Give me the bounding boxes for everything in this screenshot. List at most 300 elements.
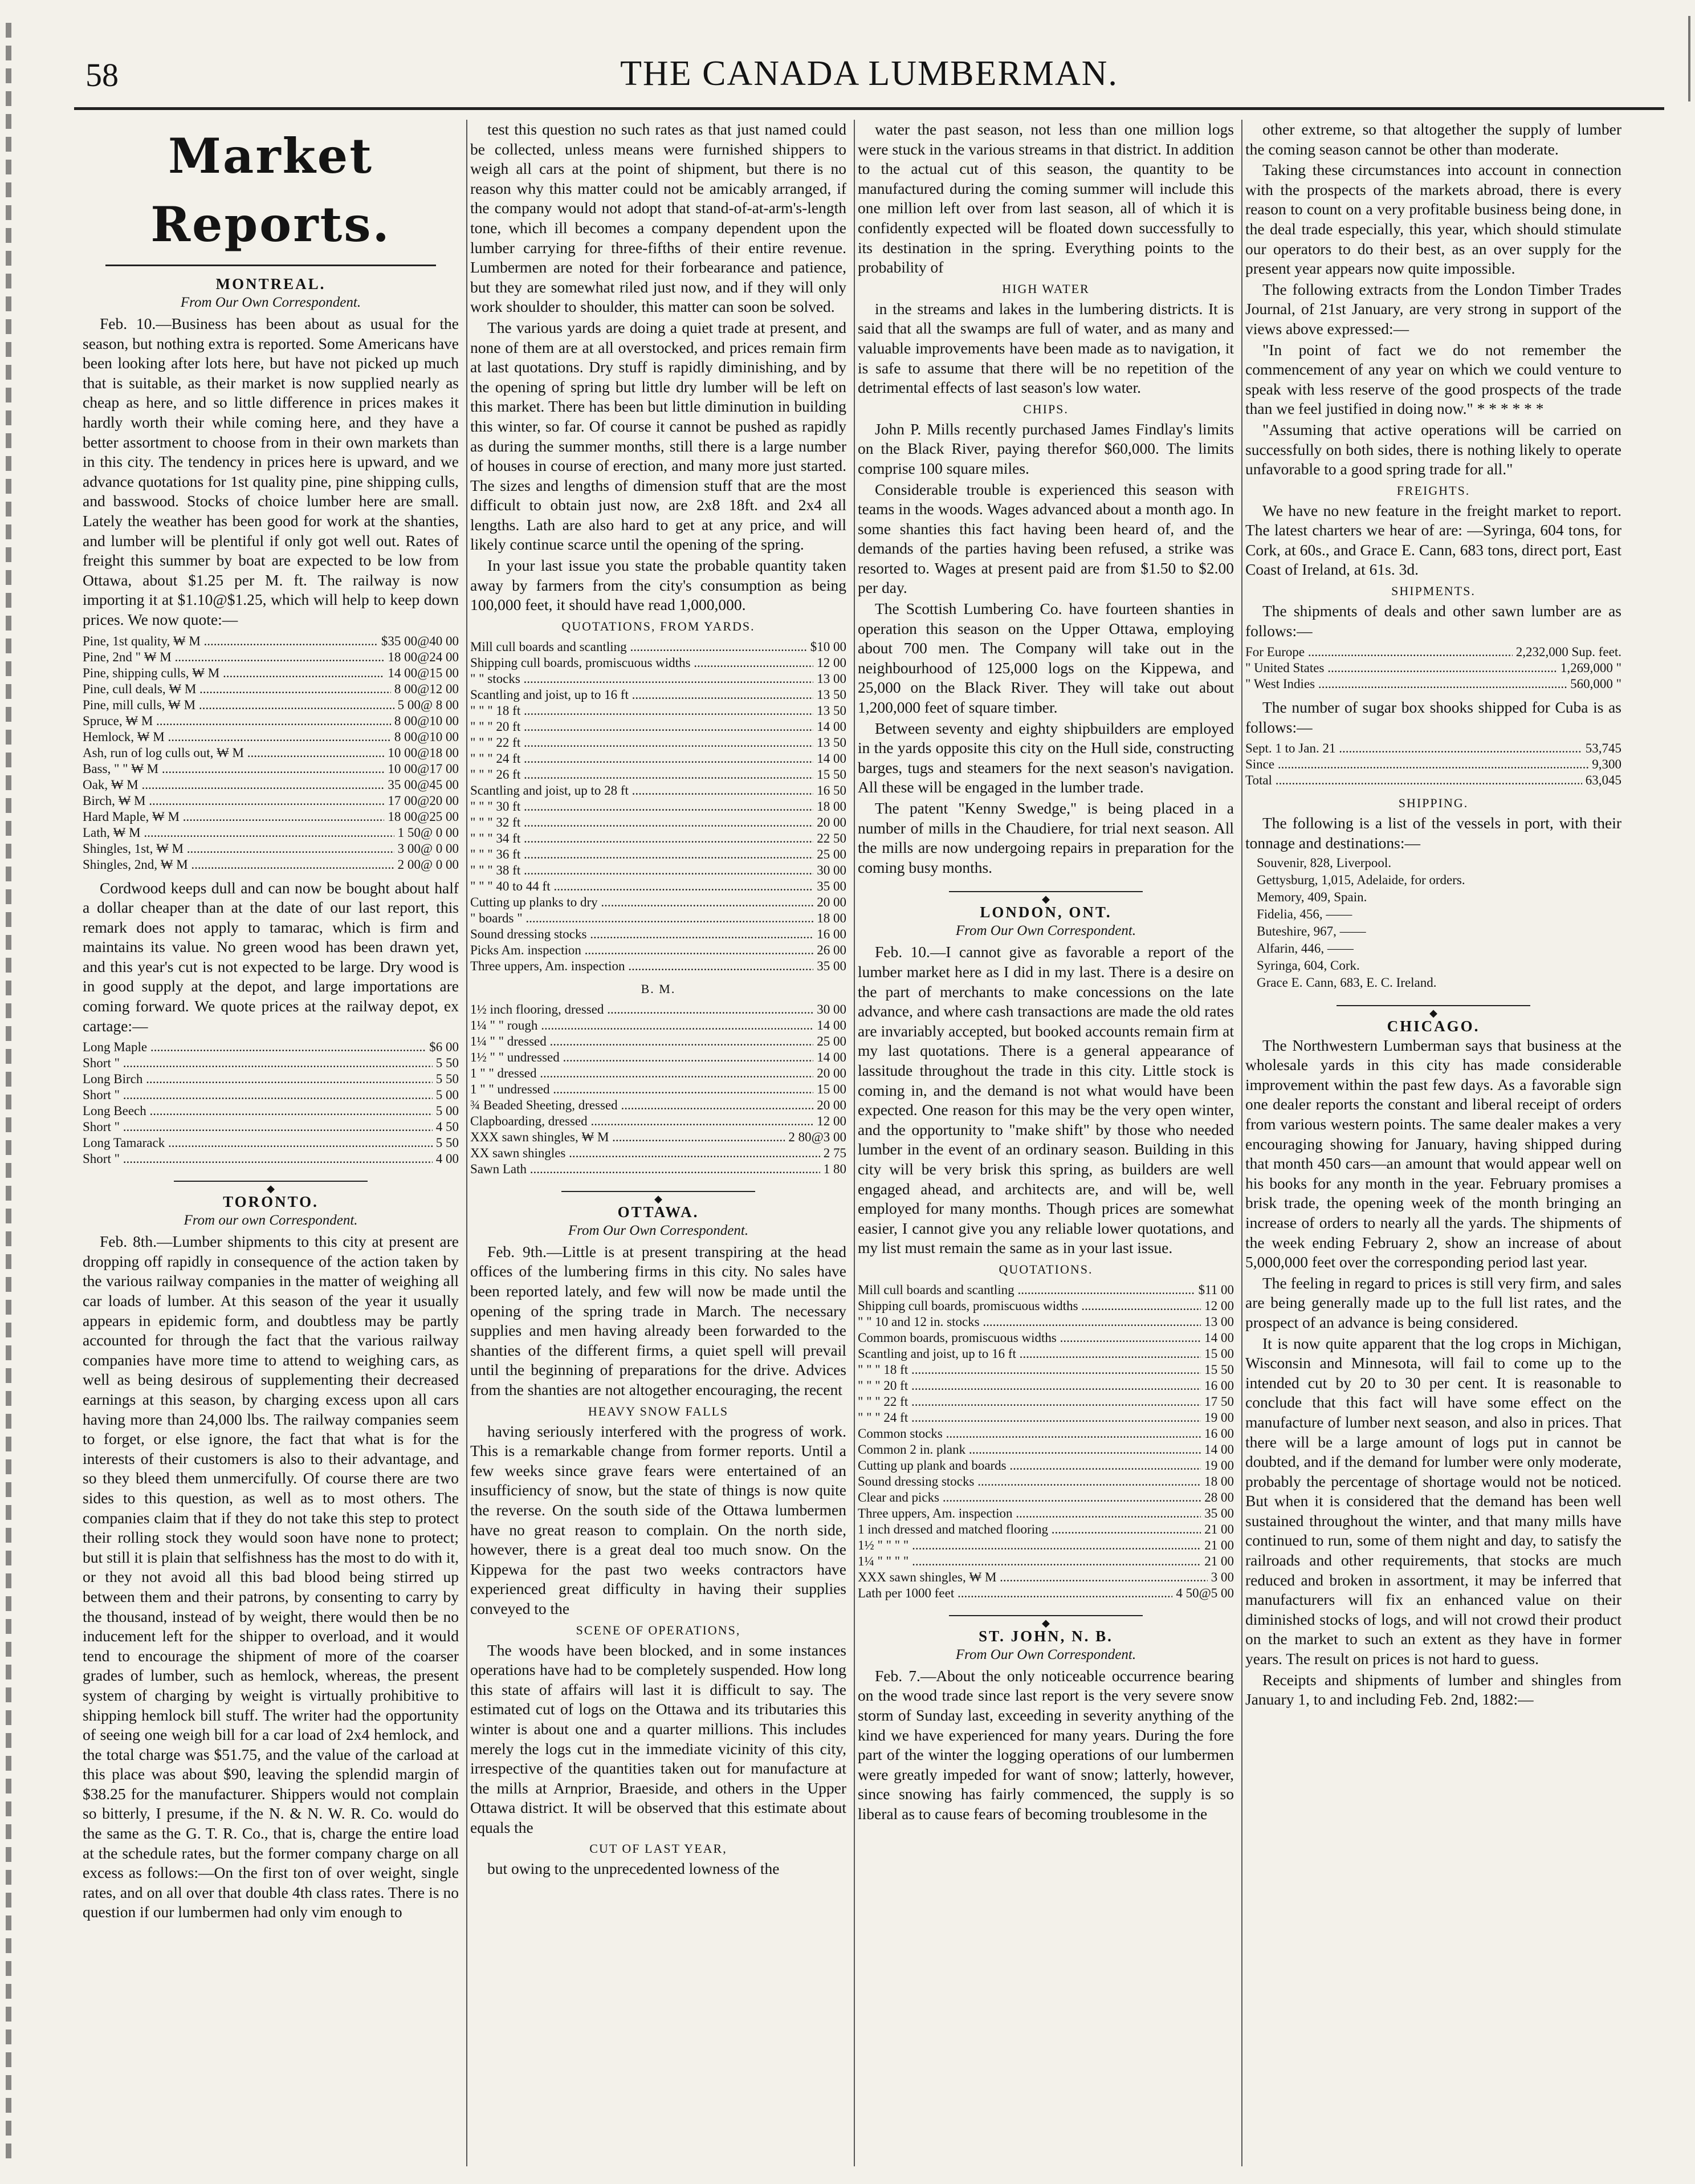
row-value: 15 50 (817, 767, 846, 782)
ottawa-heading: OTTAWA. (617, 1203, 699, 1221)
row-label: " " " 22 ft ..... (470, 735, 813, 751)
table-row (83, 777, 459, 793)
table-row (470, 910, 846, 926)
row-value: 4 50@5 00 (1176, 1585, 1234, 1600)
ottawa-subhead: HEAVY SNOW FALLS (588, 1404, 729, 1418)
london-paragraph: Feb. 10.—I cannot give as favorable a report of the lumber market here as I did in my last. There is a desire on the part of merchants to make concessions on the late advance, and where cash transactions are made the old rates are invariably accepted, but booked accounts remain firm at my last quotations. There is a general appearance of lassitude throughout the trade in this city. Little stock is coming in, and the demand is not what would have been expected. One reason for this may be the very open winter, and the opportunity to "make shift" by those who needed lumber in the event of an ordinary season. Building in this city will be very brisk this spring, as builders are well engaged ahead, and architects are, and will be, well employed for many months. Though prices are somewhat easier, I cannot give you any reliable lower quotations, and my list must remain the same as in your last issue. (858, 943, 1234, 1257)
row-value: 13 00 (1204, 1314, 1234, 1329)
table-row (470, 799, 846, 815)
list-item: Alfarin, 446, —— (1257, 941, 1354, 955)
chips-paragraph: Considerable trouble is experienced this season with teams in the woods. Wages advanced about a month ago. In some shanties this fact having been heard of, and the demands of the parties having been refused, a strike was resorted to. Wages at present paid are from $1.50 to $2.00 per day. (858, 480, 1234, 597)
row-value: 560,000 " (1570, 677, 1621, 692)
row-value: $35 00@40 00 (381, 633, 459, 648)
table-row (1245, 676, 1621, 692)
table-row (83, 665, 459, 681)
row-value: 1 50@ 0 00 (397, 825, 459, 840)
row-label: Short " ..... (83, 1151, 433, 1167)
chicago-paragraph: The feeling in regard to prices is still very firm, and sales are being generally made up to the full list rates, and the prospect of an advance is being considered. (1245, 1274, 1621, 1331)
list-item: Grace E. Cann, 683, E. C. Ireland. (1257, 975, 1437, 990)
row-value: 14 00 (817, 1050, 846, 1064)
ottawa-paragraph: but owing to the unprecedented lowness of the (487, 1860, 780, 1878)
ottawa-subhead: HIGH WATER (1002, 281, 1090, 296)
ottawa-subhead: SCENE OF OPERATIONS, (576, 1622, 741, 1637)
row-value: 19 00 (1204, 1458, 1234, 1473)
table-row (470, 879, 846, 894)
table-row (858, 1426, 1234, 1442)
row-label: " United States ..... (1245, 660, 1557, 676)
table-row (470, 1161, 846, 1177)
table-row (470, 847, 846, 863)
london-heading: LONDON, ONT. (980, 904, 1112, 921)
row-value: 15 00 (1204, 1346, 1234, 1361)
table-row (470, 703, 846, 719)
row-label: Hemlock, ₩ M ..... (83, 729, 391, 745)
row-label: 1 " " dressed ..... (470, 1065, 813, 1081)
table-row (858, 1298, 1234, 1314)
row-value: 8 00@10 00 (394, 729, 459, 744)
row-label: Sound dressing stocks ..... (858, 1474, 1201, 1490)
table-row (83, 809, 459, 825)
row-label: Pine, cull deals, ₩ M ..... (83, 681, 391, 697)
row-label: Pine, 1st quality, ₩ M ..... (83, 633, 378, 649)
yards-quotations-heading: QUOTATIONS, FROM YARDS. (561, 619, 755, 633)
row-value: 5 00 (435, 1088, 459, 1103)
row-value: 35 00 (817, 958, 846, 973)
ottawa-paragraph: water the past season, not less than one million logs were stuck in the various streams in that district. In addition to the actual cut of this season, the quantity to be manufactured during the coming summer will include this one million left over from last season, all of which it is confidently expected will be floated down successfully to its destination in the spring. Everything points to the probability of (858, 120, 1234, 276)
column-3 (858, 120, 1234, 2172)
row-value: 3 00 (1211, 1569, 1234, 1584)
table-row (470, 1081, 846, 1097)
row-label: " " " 24 ft ..... (470, 751, 813, 767)
row-value: 4 50 (435, 1120, 459, 1134)
row-label: " " " 30 ft ..... (470, 799, 813, 815)
table-row (470, 687, 846, 703)
table-row (470, 894, 846, 910)
row-label: " " " 18 ft ..... (470, 703, 813, 719)
list-item: Gettysburg, 1,015, Adelaide, for orders. (1257, 872, 1465, 887)
row-label: Lath per 1000 feet ..... (858, 1585, 1172, 1601)
london-quote-table (858, 1282, 1234, 1601)
row-label: " West Indies ..... (1245, 676, 1567, 692)
row-label: Mill cull boards and scantling ..... (470, 639, 807, 655)
table-row (470, 926, 846, 942)
row-value: 2 80@3 00 (788, 1129, 846, 1144)
row-label: " " " 26 ft ..... (470, 767, 813, 783)
table-row (83, 1039, 459, 1055)
row-label: " " " 34 ft ..... (470, 831, 813, 847)
row-value: 30 00 (817, 1002, 846, 1016)
toronto-paragraph: test this question no such rates as that just named could be collected, unless means were furnished shippers to weigh all cars at the point of shipment, but there is no reason why this matter could not be amicably arranged, if the company would not adopt that stand-of-at-arm's-length tone, which ill becomes a company dependent upon the lumber carrying for three-fifths of their entire revenue. Lumbermen are noted for their forbearance and patience, but they are somewhat riled just now, and if they will only work shoulder to shoulder, this matter can soon be solved. (470, 120, 846, 316)
toronto-heading: TORONTO. (223, 1193, 319, 1211)
list-item: Memory, 409, Spain. (1257, 889, 1367, 904)
row-value: 5 50 (435, 1136, 459, 1150)
table-row (470, 1097, 846, 1113)
table-row (470, 863, 846, 879)
ottawa-paragraph: having seriously interfered with the progress of work. This is a remarkable change from former reports. Until a few weeks since grave fears were entertained of an insufficiency of snow, but the state of things is now quite the reverse. On the south side of the Ottawa lumbermen have no great reason to complain. On the north side, however, there is a great deal too much snow. On the Kippewa for the past two weeks contractors have experienced great difficulty in having their supplies conveyed to the (470, 1422, 846, 1617)
banner-rule (105, 265, 436, 266)
table-row (83, 761, 459, 777)
row-label: Clear and picks ..... (858, 1490, 1201, 1506)
row-label: " " " 32 ft ..... (470, 815, 813, 831)
chips-heading: CHIPS. (1023, 401, 1069, 416)
table-row (470, 719, 846, 735)
table-row (858, 1490, 1234, 1506)
column-rule (1241, 120, 1242, 2166)
row-value: 8 00@10 00 (394, 713, 459, 728)
row-label: Scantling and joist, up to 28 ft ..... (470, 783, 813, 799)
montreal-paragraph: Feb. 10.—Business has been about as usual for the season, but nothing extra is reported. Some Americans have been looking after lots here, but have not picked up much that is suitable, as their market is now supplied nearly as cheap as here, and so little difference in prices makes it hardly worth their while coming here, and they have a better assortment to choose from in their own markets than in this city. The tendency in prices here is upward, and we advance quotations for 1st quality pine, pine shipping culls, and basswood. Stocks of choice lumber here are small. Lately the weather has been good for work at the shanties, and lumber will be plentiful if only got well out. Rates of freight this summer by boat are expected to be low from Ottawa, about $1.25 per M. ft. The railway is now importing it at $1.10@$1.25, which will help to keep down prices. We now quote:— (83, 315, 459, 628)
chicago-paragraph: The Northwestern Lumberman says that business at the wholesale yards in this city has made considerable improvement within the past few days. As a favorable sign one dealer reports the constant and liberal receipt of orders from various western points. The same dealer makes a very encouraging showing for January, having shipped during that month 450 cars—an amount that would appear well on his books for any month in the year. February promises a brisk trade, the opening week of the month bringing an increase of orders to nearly all the yards. The shipments of the week ending February 2, show an increase of about 5,000,000 feet over the corresponding period last year. (1245, 1036, 1621, 1271)
chips-paragraph: The Scottish Lumbering Co. have fourteen shanties in operation this season on the Upper Ottawa, employing about 700 men. The Company will take out in the neighbourhood of 125,000 logs on the Kippewa, and 25,000 on the Black River. They will take out about 1,200,000 feet of square timber. (858, 600, 1234, 717)
row-value: 22 50 (817, 831, 846, 845)
list-item: Syringa, 604, Cork. (1257, 958, 1360, 973)
chicago-paragraph: It is now quite apparent that the log crops in Michigan, Wisconsin and Minnesota, will fail to come up to the intended cut by 20 to 30 per cent. It is reasonable to conclude that this fact will have some effect on the manufacture of lumber next season, and also in prices. That there will be a large amount of logs put in cannot be doubted, and if the demand for lumber were only moderate, probably the percentage of shortage would not be noticed. But when it is considered that the demand has been well sustained throughout the winter, and that many mills have continued to run, some of them night and day, to satisfy the railroads and other requirements, that stocks are much reduced and broken in assortment, it may be inferred that manufacturers will fix an enhanced value on their diminished stocks of logs, and will not crowd their product on the market to such an extent as they have in former years. The result on prices is not hard to guess. (1245, 1334, 1621, 1668)
row-label: Sept. 1 to Jan. 21 ..... (1245, 741, 1582, 757)
chicago-heading: CHICAGO. (1387, 1017, 1480, 1035)
row-value: 25 00 (817, 847, 846, 861)
column-4 (1245, 120, 1621, 2172)
page-header (74, 44, 1664, 110)
table-row (83, 1119, 459, 1135)
row-label: Birch, ₩ M ..... (83, 793, 384, 809)
montreal-byline: From Our Own Correspondent. (180, 295, 361, 310)
row-value: 17 50 (1204, 1394, 1234, 1409)
table-row (858, 1506, 1234, 1522)
table-row (858, 1585, 1234, 1601)
row-value: 1,269,000 " (1560, 661, 1621, 676)
row-label: 1½ " " " " ..... (858, 1538, 1201, 1553)
row-label: Pine, shipping culls, ₩ M ..... (83, 665, 384, 681)
table-row (470, 958, 846, 974)
st-john-heading: ST. JOHN, N. B. (979, 1627, 1113, 1645)
row-label: Cutting up planks to dry ..... (470, 894, 813, 910)
row-label: Bass, " " ₩ M ..... (83, 761, 384, 777)
column-2 (470, 120, 846, 2172)
section-divider (470, 1187, 846, 1195)
table-row (1245, 644, 1621, 660)
row-label: 1½ inch flooring, dressed ..... (470, 1002, 813, 1018)
row-value: 19 00 (1204, 1410, 1234, 1425)
row-value: 5 50 (435, 1056, 459, 1071)
row-value: 15 50 (1204, 1362, 1234, 1377)
page-number: 58 (85, 56, 119, 93)
row-label: XXX sawn shingles, ₩ M ..... (858, 1569, 1208, 1585)
table-row (1245, 741, 1621, 757)
row-label: Pine, mill culls, ₩ M ..... (83, 697, 394, 713)
table-row (83, 793, 459, 809)
ottawa-byline: From Our Own Correspondent. (568, 1222, 749, 1238)
row-value: 16 00 (1204, 1378, 1234, 1393)
section-divider (858, 888, 1234, 896)
row-value: 9,300 (1592, 757, 1621, 772)
row-value: 17 00@20 00 (388, 793, 459, 808)
row-value: $10 00 (810, 639, 846, 654)
table-row (83, 729, 459, 745)
row-value: 18 00 (817, 799, 846, 814)
right-edge-mark (1688, 16, 1690, 101)
row-label: Oak, ₩ M ..... (83, 777, 384, 793)
st-john-paragraph: Feb. 7.—About the only noticeable occurrence bearing on the wood trade since last report is the very severe snow storm of Sunday last, exceeding in severity anything of the kind we have experienced for many years. During the fore part of the winter the logging operations of our lumbermen were greatly impeded for want of snow; latterly, however, since snowing has fairly commenced, the supply is so liberal as to cause fears of becoming troublesome in the (858, 1666, 1234, 1823)
table-row (470, 1065, 846, 1081)
row-value: 21 00 (1204, 1538, 1234, 1552)
row-label: " boards " ..... (470, 910, 813, 926)
chips-paragraph: The patent "Kenny Swedge," is being placed in a number of mills in the Chaudiere, for trial next season. All the mills are now undergoing repairs in preparation for the coming busy months. (858, 799, 1234, 876)
row-label: Picks Am. inspection ..... (470, 942, 813, 958)
freights-heading: FREIGHTS. (1396, 483, 1470, 498)
table-row (470, 671, 846, 687)
table-row (470, 655, 846, 671)
row-label: Shipping cull boards, promiscuous widths ..... (470, 655, 813, 671)
table-row (83, 713, 459, 729)
montreal-heading: MONTREAL. (215, 275, 326, 292)
table-row (83, 1135, 459, 1151)
table-row (470, 831, 846, 847)
row-value: 14 00 (817, 1018, 846, 1032)
chips-paragraph: Between seventy and eighty shipbuilders are employed in the yards opposite this city on the Hull side, constructing barges, tugs and steamers for the next season's navigation. All these will be engaged in the lumber trade. (858, 719, 1234, 796)
table-row (83, 857, 459, 873)
row-label: Since ..... (1245, 757, 1588, 772)
row-value: 18 00@24 00 (388, 649, 459, 664)
row-label: Common boards, promiscuous widths ..... (858, 1330, 1201, 1346)
ottawa-paragraph: in the streams and lakes in the lumbering districts. It is said that all the swamps are full of water, and as many and valuable improvements have been made as to navigation, it is safe to assume that there will be no repetition of the detrimental effects of last season's low water. (858, 299, 1234, 397)
bm-heading: B. M. (641, 981, 676, 996)
table-row (83, 681, 459, 697)
row-value: 20 00 (817, 894, 846, 909)
row-value: 53,745 (1585, 741, 1621, 756)
row-label: Total ..... (1245, 772, 1582, 788)
table-row (83, 697, 459, 713)
table-row (470, 639, 846, 655)
column-rule (466, 120, 467, 2166)
table-row (470, 815, 846, 831)
chips-paragraph: John P. Mills recently purchased James Findlay's limits on the Black River, paying therefor $60,000. The limits comprise 100 square miles. (858, 420, 1234, 477)
row-value: 12 00 (817, 1113, 846, 1128)
row-label: Sound dressing stocks ..... (470, 926, 813, 942)
table-row (858, 1362, 1234, 1378)
row-value: 35 00 (817, 879, 846, 893)
row-label: Common 2 in. plank ..... (858, 1442, 1201, 1458)
shipping-paragraph: The following is a list of the vessels in port, with their tonnage and destinations:— (1245, 814, 1621, 852)
table-row (858, 1553, 1234, 1569)
row-label: Lath, ₩ M ..... (83, 825, 394, 841)
row-value: 8 00@12 00 (394, 681, 459, 696)
row-value: 63,045 (1585, 773, 1621, 788)
row-label: Short " ..... (83, 1087, 433, 1103)
row-value: 15 00 (817, 1081, 846, 1096)
row-value: 25 00 (817, 1034, 846, 1048)
row-label: 1½ " " undressed ..... (470, 1050, 813, 1065)
montreal-quote-table (83, 633, 459, 873)
row-value: 20 00 (817, 1065, 846, 1080)
row-label: " " " 38 ft ..... (470, 863, 813, 879)
table-row (83, 1103, 459, 1119)
row-label: XX sawn shingles ..... (470, 1145, 820, 1161)
bm-quote-table (470, 1002, 846, 1177)
row-label: Mill cull boards and scantling ..... (858, 1282, 1195, 1298)
table-row (858, 1282, 1234, 1298)
row-value: 12 00 (1204, 1298, 1234, 1313)
row-value: 20 00 (817, 815, 846, 829)
ottawa-paragraph: The woods have been blocked, and in some instances operations have had to be completely suspended. How long this state of affairs will last it is difficult to say. The estimated cut of logs on the Ottawa and its tributaries this winter is about one and a quarter millions. This includes merely the logs cut in the immediate vicinity of this city, irrespective of the quantities taken out for manufacture at the mills at Arnprior, Braeside, and others in the Upper Ottawa district. It will be observed that this estimate about equals the (470, 1641, 846, 1836)
row-value: 13 50 (817, 703, 846, 718)
table-row (470, 1018, 846, 1034)
row-label: 1¼ " " " " ..... (858, 1553, 1201, 1569)
row-label: Spruce, ₩ M ..... (83, 713, 391, 729)
table-row (83, 649, 459, 665)
table-row (858, 1474, 1234, 1490)
table-row (858, 1458, 1234, 1474)
row-value: 30 00 (817, 863, 846, 877)
table-row (858, 1378, 1234, 1394)
row-label: " " " 36 ft ..... (470, 847, 813, 863)
london-quotations-heading: QUOTATIONS. (999, 1262, 1093, 1276)
row-label: Long Maple ..... (83, 1039, 426, 1055)
row-label: " " " 18 ft ..... (858, 1362, 1201, 1378)
table-row (83, 825, 459, 841)
row-value: 26 00 (817, 942, 846, 957)
row-label: 1 inch dressed and matched flooring ..... (858, 1522, 1201, 1538)
column-rule (854, 120, 855, 2166)
shipments-table (1245, 644, 1621, 692)
st-john-paragraph: "Assuming that active operations will be carried on successfully on both sides, there is nothing likely to operate unfavorable to a good spring trade for all." (1245, 420, 1621, 478)
section-divider (858, 1612, 1234, 1620)
table-row (470, 751, 846, 767)
row-value: 4 00 (435, 1152, 459, 1166)
row-label: Common stocks ..... (858, 1426, 1201, 1442)
row-value: 14 00@15 00 (388, 665, 459, 680)
section-divider (83, 1177, 459, 1185)
freights-paragraph: We have no new feature in the freight market to report. The latest charters we hear of are: —Syringa, 604 tons, for Cork, at 60s., and Grace E. Cann, 683 tons, direct port, East Coast of Ireland, at 61s. 3d. (1245, 501, 1621, 579)
table-row (470, 1034, 846, 1050)
toronto-paragraph: The various yards are doing a quiet trade at present, and none of them are at all overstocked, and prices remain firm at last quotations. Dry stuff is rapidly diminishing, and by the opening of spring but little dry lumber will be left on this market. There has been but little diminution in building this winter, so far. Of course it cannot be pushed as rapidly as during the summer months, still there is a large number of houses in course of erection, and many more just started. The sizes and lengths of dimension stuff that are the most difficult to obtain just now, are 2x8 18ft. and 2x4 all lengths. Lath are also hard to get at any price, and will likely continue scarce until the opening of the spring. (470, 318, 846, 554)
table-row (858, 1569, 1234, 1585)
row-label: Three uppers, Am. inspection ..... (470, 958, 813, 974)
table-row (858, 1442, 1234, 1458)
yards-quote-table (470, 639, 846, 974)
table-row (470, 1145, 846, 1161)
row-value: $11 00 (1198, 1282, 1234, 1297)
table-row (858, 1538, 1234, 1553)
cordwood-price-table (83, 1039, 459, 1167)
row-value: 21 00 (1204, 1553, 1234, 1568)
table-row (470, 1113, 846, 1129)
list-item: Buteshire, 967, —— (1257, 924, 1366, 938)
table-row (83, 841, 459, 857)
toronto-paragraph: In your last issue you state the probable quantity taken away by farmers from the city's consumption as being 100,000 feet, it should have read 1,000,000. (470, 556, 846, 614)
st-john-paragraph: "In point of fact we do not remember the commencement of any year on which we could venture to speak with less reserve of the good prospects of the trade than we feel justified in doing now." * * * * * * (1245, 340, 1621, 418)
st-john-paragraph: Taking these circumstances into account in connection with the prospects of the markets abroad, there is every reason to count on a very profitable business being done, in the deal trade especially, this year, which should stimulate our operators to do their best, as an over supply for the present year appears now quite impossible. (1245, 161, 1621, 278)
row-label: " " " 24 ft ..... (858, 1410, 1201, 1426)
row-value: 14 00 (1204, 1330, 1234, 1345)
row-label: 1 " " undressed ..... (470, 1081, 813, 1097)
row-value: 18 00 (817, 910, 846, 925)
table-row (470, 735, 846, 751)
row-label: Sawn Lath ..... (470, 1161, 820, 1177)
st-john-byline: From Our Own Correspondent. (955, 1646, 1136, 1662)
row-value: 35 00@45 00 (388, 777, 459, 792)
row-label: For Europe ..... (1245, 644, 1513, 660)
montreal-paragraph: Cordwood keeps dull and can now be bought about half a dollar cheaper than at the date of our last report, this remark does not apply to tamarac, which is firm and maintains its value. No green wood has been drawn yet, and this year's cut is not expected to be large. Dry wood is in good supply at the depot, and large importations are coming forward. We quote prices at the railway depot, ex cartage:— (83, 879, 459, 1035)
row-value: 13 00 (817, 671, 846, 686)
binding-edge (6, 23, 11, 2166)
table-row (83, 745, 459, 761)
row-label: " " " 22 ft ..... (858, 1394, 1201, 1410)
table-row (470, 783, 846, 799)
table-row (858, 1394, 1234, 1410)
table-row (83, 1055, 459, 1071)
row-value: 16 50 (817, 783, 846, 798)
row-value: 5 00@ 8 00 (397, 697, 459, 712)
table-row (83, 1087, 459, 1103)
row-label: Short " ..... (83, 1119, 433, 1135)
row-label: Long Tamarack ..... (83, 1135, 433, 1151)
section-banner: Market Reports. (150, 128, 391, 253)
row-value: 5 00 (435, 1104, 459, 1119)
row-label: " " stocks ..... (470, 671, 813, 687)
table-row (858, 1314, 1234, 1330)
st-john-paragraph: other extreme, so that altogether the supply of lumber the coming season cannot be other than moderate. (1245, 120, 1621, 158)
row-value: 2 00@ 0 00 (397, 857, 459, 872)
table-row (858, 1410, 1234, 1426)
row-value: 21 00 (1204, 1522, 1234, 1536)
row-label: Shipping cull boards, promiscuous widths ..... (858, 1298, 1201, 1314)
chicago-paragraph: Receipts and shipments of lumber and shingles from January 1, to and including Feb. 2nd, 1882:— (1245, 1670, 1621, 1709)
table-row (1245, 660, 1621, 676)
row-value: 28 00 (1204, 1490, 1234, 1504)
row-label: Ash, run of log culls out, ₩ M ..... (83, 745, 384, 761)
row-value: 14 00 (817, 751, 846, 766)
row-label: " " 10 and 12 in. stocks ..... (858, 1314, 1201, 1330)
row-label: Shingles, 2nd, ₩ M ..... (83, 857, 394, 873)
table-row (470, 942, 846, 958)
table-row (1245, 757, 1621, 772)
row-value: 13 50 (817, 735, 846, 750)
row-value: 2,232,000 Sup. feet. (1515, 645, 1621, 660)
row-label: 1¼ " " dressed ..... (470, 1034, 813, 1050)
row-label: Pine, 2nd " ₩ M ..... (83, 649, 384, 665)
list-item: Souvenir, 828, Liverpool. (1257, 855, 1392, 870)
row-label: Clapboarding, dressed ..... (470, 1113, 813, 1129)
table-row (83, 633, 459, 649)
row-value: 3 00@ 0 00 (397, 841, 459, 856)
row-value: 16 00 (817, 926, 846, 941)
ottawa-paragraph: Feb. 9th.—Little is at present transpiring at the head offices of the lumbering firms in this city. No sales have been reported lately, and few will now be made until the opening of the spring trade in March. The necessary supplies and men having already been forwarded to the shanties of the different firms, a quiet spell will prevail until the beginning of preparations for the drive. Advices from the shanties are not altogether encouraging, the recent (470, 1242, 846, 1398)
table-row (470, 1129, 846, 1145)
row-label: Scantling and joist, up to 16 ft ..... (470, 687, 813, 703)
row-value: 18 00 (1204, 1474, 1234, 1488)
table-row (83, 1151, 459, 1167)
row-value: 2 75 (823, 1145, 846, 1160)
table-row (470, 767, 846, 783)
row-label: Long Beech ..... (83, 1103, 433, 1119)
masthead-title: THE CANADA LUMBERMAN. (620, 54, 1118, 93)
vessel-list (1245, 855, 1621, 991)
row-label: Scantling and joist, up to 16 ft ..... (858, 1346, 1201, 1362)
row-value: 14 00 (1204, 1442, 1234, 1457)
row-value: 35 00 (1204, 1506, 1234, 1520)
row-value: 18 00@25 00 (388, 809, 459, 824)
row-label: ¾ Beaded Sheeting, dressed ..... (470, 1097, 813, 1113)
table-row (858, 1330, 1234, 1346)
row-value: 12 00 (817, 655, 846, 670)
row-value: 10 00@18 00 (388, 745, 459, 760)
row-value: 13 50 (817, 687, 846, 702)
row-label: Hard Maple, ₩ M ..... (83, 809, 384, 825)
column-1 (83, 120, 459, 2172)
shipping-heading: SHIPPING. (1398, 796, 1469, 811)
row-label: 1¼ " " rough ..... (470, 1018, 813, 1034)
row-value: 16 00 (1204, 1426, 1234, 1441)
